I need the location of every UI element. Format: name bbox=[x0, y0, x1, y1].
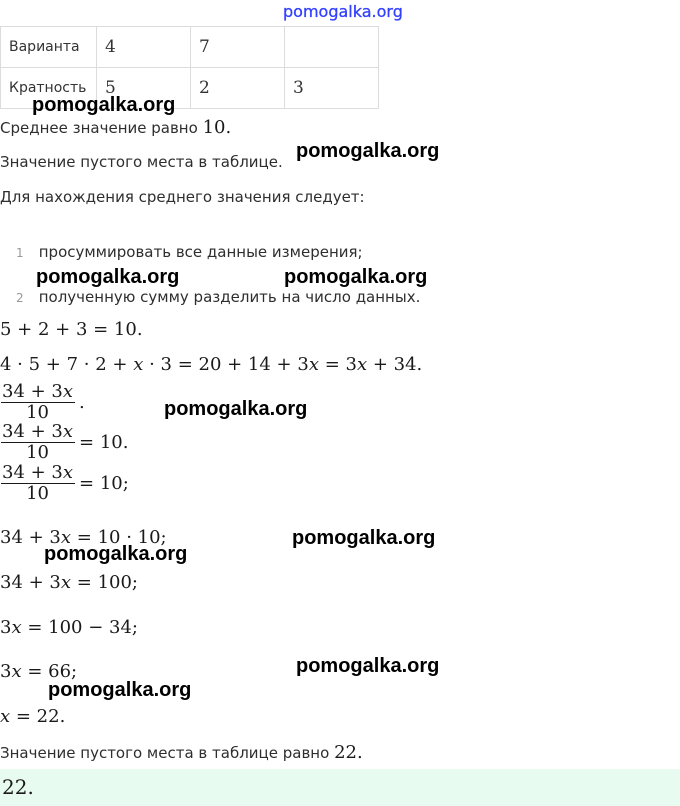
watermark: pomogalka.org bbox=[284, 266, 428, 288]
watermark: pomogalka.org bbox=[32, 94, 176, 116]
watermark: pomogalka.org bbox=[44, 543, 188, 565]
watermark-top: pomogalka.org bbox=[283, 2, 403, 21]
fraction-mean-expression: $\frac{34 + 3x}{10}$ . bbox=[2, 381, 85, 423]
watermark: pomogalka.org bbox=[292, 527, 436, 549]
equation-step: 34 + 3x = 100; bbox=[0, 572, 138, 593]
table-row bbox=[1, 27, 379, 68]
list-item bbox=[16, 242, 363, 261]
table-cell: 3 bbox=[285, 68, 379, 109]
fraction-equation: $\frac{34 + 3x}{10}$ = 10; bbox=[2, 462, 129, 504]
mean-statement bbox=[0, 117, 231, 138]
fraction-equation: $\frac{34 + 3x}{10}$ = 10. bbox=[2, 421, 129, 463]
watermark: pomogalka.org bbox=[36, 266, 180, 288]
equation-step: 3x = 100 − 34; bbox=[0, 617, 138, 638]
list-text: просуммировать все данные измерения; bbox=[38, 243, 363, 261]
weighted-sum: 4 · 5 + 7 · 2 + x · 3 = 20 + 14 + 3x = 3x + 34. bbox=[0, 354, 423, 375]
table-cell: 7 bbox=[191, 27, 285, 68]
method-intro: Для нахождения среднего значения следует: bbox=[0, 188, 365, 206]
mean-label: Среднее значение равно bbox=[0, 119, 203, 137]
watermark: pomogalka.org bbox=[48, 679, 192, 701]
answer-box bbox=[0, 769, 680, 806]
conclusion-label: Значение пустого места в таблице равно bbox=[0, 744, 335, 762]
list-item bbox=[16, 287, 420, 306]
conclusion-value: 22. bbox=[334, 742, 363, 763]
mean-value: 10. bbox=[202, 117, 232, 138]
watermark: pomogalka.org bbox=[164, 398, 308, 420]
table-cell: 2 bbox=[191, 68, 285, 109]
watermark: pomogalka.org bbox=[296, 655, 440, 677]
list-number: 1 bbox=[16, 246, 24, 260]
table-cell: 5 bbox=[97, 68, 191, 109]
row-label: Кратность bbox=[1, 68, 97, 109]
answer-value: 22. bbox=[2, 775, 34, 799]
sum-frequencies: 5 + 2 + 3 = 10. bbox=[0, 319, 143, 340]
equation-result: x = 22. bbox=[0, 706, 66, 727]
list-number: 2 bbox=[16, 291, 24, 305]
table-cell: 4 bbox=[97, 27, 191, 68]
row-label: Варианта bbox=[1, 27, 97, 68]
equation-step: 3x = 66; bbox=[0, 661, 78, 682]
conclusion bbox=[0, 742, 363, 763]
list-text: полученную сумму разделить на число данных. bbox=[38, 288, 421, 306]
table-cell-empty bbox=[285, 27, 379, 68]
watermark: pomogalka.org bbox=[296, 140, 440, 162]
equation-step: 34 + 3x = 10 · 10; bbox=[0, 527, 167, 548]
empty-cell-prompt: Значение пустого места в таблице. bbox=[0, 153, 283, 171]
